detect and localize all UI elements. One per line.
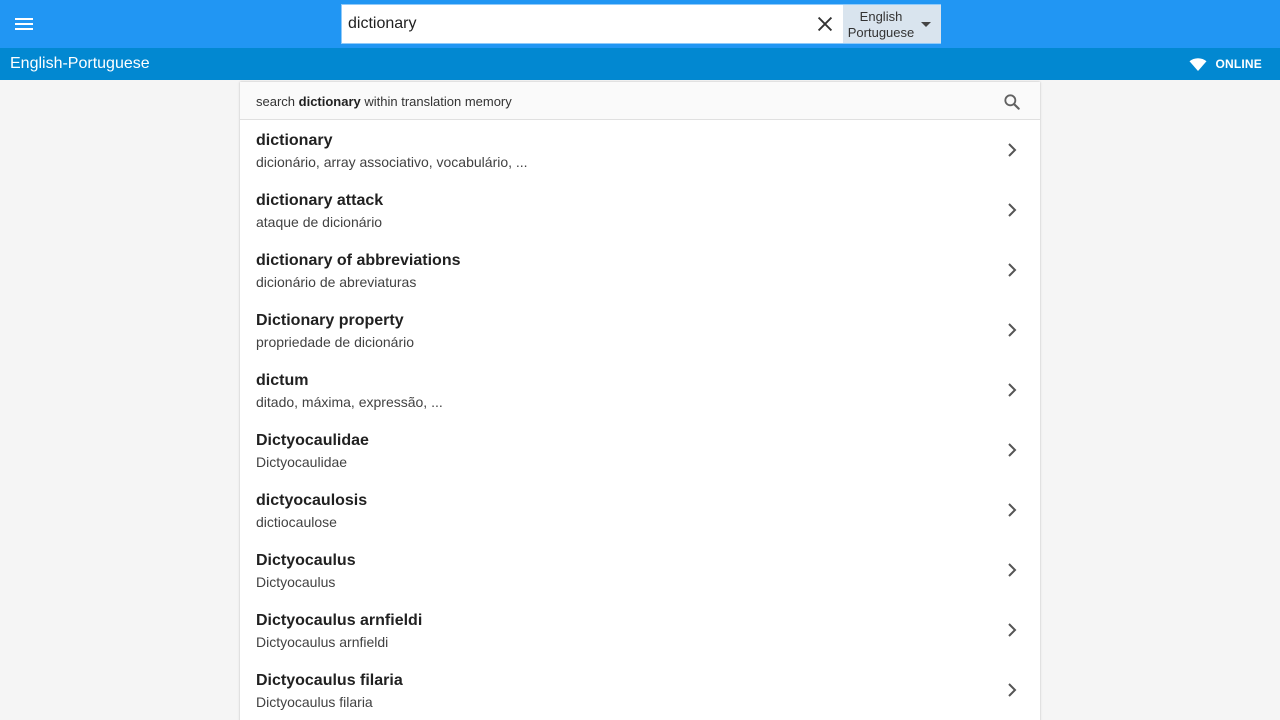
entry-translation: Dictyocaulus arnfieldi [256, 634, 389, 650]
result-item[interactable] [240, 180, 1040, 240]
entry-translation: Dictyocaulus filaria [256, 694, 373, 710]
chevron-right-icon [1006, 322, 1018, 338]
chevron-right-icon [1006, 142, 1018, 158]
online-status-label: ONLINE [1215, 57, 1262, 71]
result-item[interactable] [240, 240, 1040, 300]
chevron-right-icon [1006, 562, 1018, 578]
translation-memory-search[interactable] [240, 82, 1040, 120]
search-input[interactable] [342, 5, 807, 43]
entry-term: Dictyocaulus filaria [256, 672, 403, 689]
entry-translation: Dictyocaulidae [256, 454, 348, 470]
entry-term: Dictyocaulus arnfieldi [256, 612, 423, 629]
chevron-right-icon [1006, 682, 1018, 698]
menu-icon[interactable] [12, 12, 36, 36]
result-item[interactable] [240, 420, 1040, 480]
entry-term: Dictyocaulus [256, 552, 356, 569]
source-language: English [859, 9, 903, 24]
close-icon[interactable] [814, 13, 836, 35]
result-item[interactable] [240, 600, 1040, 660]
entry-term: Dictionary property [256, 312, 404, 329]
entry-translation: propriedade de dicionário [256, 334, 414, 350]
wifi-icon [1189, 57, 1207, 71]
chevron-right-icon [1006, 202, 1018, 218]
tm-term: dictionary [298, 94, 361, 109]
tm-prefix: search [256, 94, 299, 109]
entry-translation: ditado, máxima, expressão, ... [256, 394, 443, 410]
translation-memory-label [256, 94, 512, 109]
top-app-bar [0, 0, 1280, 48]
entry-translation: dictiocaulose [256, 514, 337, 530]
caret-down-icon [921, 22, 931, 27]
chevron-right-icon [1006, 622, 1018, 638]
language-pair-label [843, 9, 919, 41]
entry-term: dictionary of abbreviations [256, 252, 461, 269]
result-item[interactable] [240, 360, 1040, 420]
entry-translation: Dictyocaulus [256, 574, 336, 590]
entry-term: dictionary [256, 132, 333, 149]
result-item[interactable] [240, 540, 1040, 600]
chevron-right-icon [1006, 502, 1018, 518]
entry-translation: ataque de dicionário [256, 214, 383, 230]
entry-term: Dictyocaulidae [256, 432, 369, 449]
results-list [240, 82, 1040, 720]
search-box [341, 4, 941, 44]
tm-suffix: within translation memory [360, 94, 512, 109]
result-item[interactable] [240, 660, 1040, 720]
language-pair-select[interactable] [843, 5, 941, 43]
chevron-right-icon [1006, 262, 1018, 278]
online-status [1189, 56, 1262, 72]
entry-term: dictum [256, 372, 309, 389]
chevron-right-icon [1006, 382, 1018, 398]
entry-translation: dicionário, array associativo, vocabulário, ... [256, 154, 528, 170]
entry-term: dictionary attack [256, 192, 384, 209]
chevron-right-icon [1006, 442, 1018, 458]
result-item[interactable] [240, 480, 1040, 540]
target-language: Portuguese [847, 25, 915, 40]
entry-translation: dicionário de abreviaturas [256, 274, 417, 290]
search-icon[interactable] [1002, 92, 1022, 112]
dictionary-bar [0, 48, 1280, 80]
result-item[interactable] [240, 120, 1040, 180]
result-item[interactable] [240, 300, 1040, 360]
entry-term: dictyocaulosis [256, 492, 368, 509]
entry-list [240, 120, 1040, 720]
dictionary-title: English-Portuguese [10, 55, 150, 72]
